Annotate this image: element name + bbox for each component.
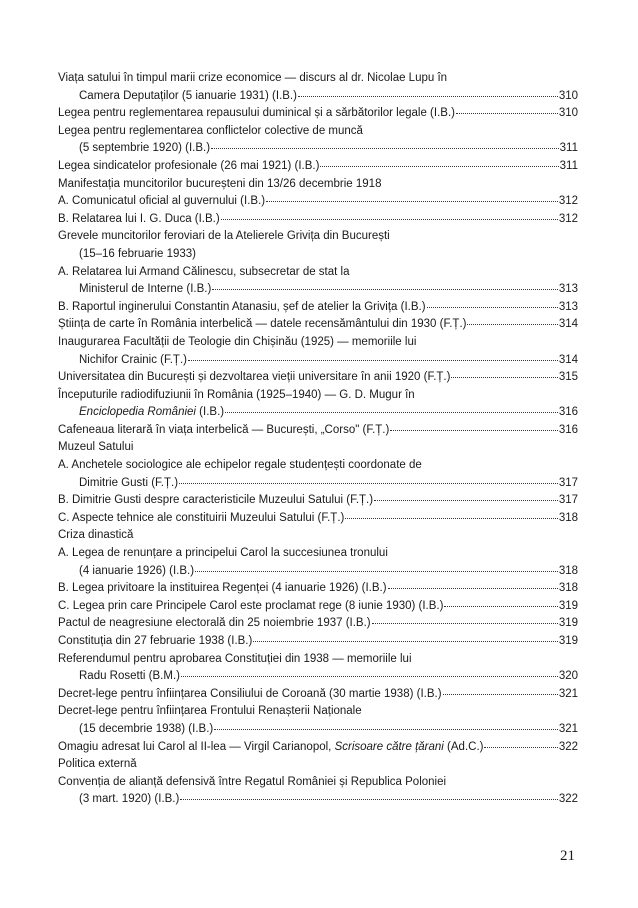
- dot-leader: [212, 288, 558, 290]
- dot-leader: [180, 798, 557, 800]
- toc-entry-text-pre: Omagiu adresat lui Carol al II-lea — Virgil Carianopol,: [58, 740, 335, 753]
- toc-entry-text: Constituția din 27 februarie 1938 (I.B.): [58, 635, 253, 647]
- toc-entry-text: Legea pentru reglementarea conflictelor colective de muncă: [58, 124, 363, 137]
- dot-leader: [221, 218, 558, 220]
- dot-leader: [253, 640, 557, 642]
- dot-leader: [345, 517, 557, 519]
- toc-line: [58, 651, 578, 669]
- toc-page-number: 319: [558, 599, 578, 612]
- toc-entry-text: (4 ianuarie 1926) (I.B.): [79, 564, 195, 577]
- dot-leader: [390, 429, 557, 431]
- toc-page-number: 313: [558, 300, 578, 313]
- toc-entry-text: Decret-lege pentru înființarea Frontului Renașterii Naționale: [58, 705, 362, 718]
- toc-entry-text: Politica externă: [58, 758, 137, 771]
- toc-page-number: 322: [558, 793, 578, 806]
- toc-entry-text: Grevele muncitorilor feroviari de la Atelierele Grivița din București: [58, 230, 390, 243]
- toc-section-heading: [58, 228, 578, 246]
- toc-line: [58, 123, 578, 141]
- toc-entry-text: Radu Rosetti (B.M.): [79, 670, 180, 683]
- dot-leader: [451, 376, 557, 378]
- toc-page-number: 317: [558, 476, 578, 489]
- toc-page-number: 316: [558, 406, 578, 419]
- toc-entry-text: [58, 739, 483, 757]
- toc-entry-text: Legea sindicatelor profesionale (26 mai 1921) (I.B.): [58, 159, 320, 172]
- toc-entry-text: Decret-lege pentru înființarea Consiliului de Coroană (30 martie 1938) (I.B.): [58, 687, 442, 700]
- toc-line: [58, 686, 578, 704]
- toc-line: [58, 615, 578, 633]
- dot-leader: [374, 499, 558, 501]
- toc-line: [58, 369, 578, 387]
- dot-leader: [444, 605, 557, 607]
- toc-line: [58, 140, 578, 158]
- toc-page-number: 319: [558, 635, 578, 647]
- toc-entry-text: Ministerul de Interne (I.B.): [79, 283, 212, 296]
- dot-leader: [320, 165, 558, 167]
- dot-leader: [188, 359, 558, 361]
- toc-entry-text: C. Legea prin care Principele Carol este proclamat rege (8 iunie 1930) (I.B.): [58, 599, 444, 612]
- dot-leader: [298, 95, 558, 97]
- toc-page-number: 310: [558, 107, 578, 120]
- toc-section-heading: [58, 176, 578, 194]
- toc-line: [58, 246, 578, 264]
- toc-entry-text: B. Dimitrie Gusti despre caracteristicile Muzeului Satului (F.Ț.): [58, 494, 374, 507]
- toc-entry-text: Convenția de alianță defensivă între Regatul României și Republica Poloniei: [58, 775, 447, 788]
- toc-line: [58, 387, 578, 405]
- toc-entry-text: (3 mart. 1920) (I.B.): [79, 793, 180, 806]
- toc-line: [58, 352, 578, 370]
- toc-section-heading: [58, 756, 578, 774]
- toc-page-number: 322: [558, 740, 578, 753]
- toc-entry-text: Nichifor Crainic (F.Ț.): [79, 353, 187, 366]
- toc-entry-text: Universitatea din București și dezvoltarea vieții universitare în anii 1920 (F.Ț.): [58, 371, 451, 384]
- dot-leader: [427, 306, 558, 308]
- toc-page-number: 312: [558, 212, 578, 225]
- toc-section-heading: [58, 527, 578, 545]
- toc-entry-italic-title: Enciclopedia României: [79, 406, 196, 419]
- toc-page-number: 314: [558, 318, 578, 331]
- toc-line: [58, 545, 578, 563]
- toc-entry-text-post: (Ad.C.): [443, 740, 484, 753]
- toc-entry-text: [79, 404, 224, 422]
- toc-line: [58, 334, 578, 352]
- toc-line: [58, 299, 578, 317]
- toc-entry-text: Referendumul pentru aprobarea Constituției din 1938 — memoriile lui: [58, 652, 412, 665]
- toc-entry-text: C. Aspecte tehnice ale constituirii Muzeului Satului (F.Ț.): [58, 511, 345, 524]
- dot-leader: [443, 693, 558, 695]
- toc-line: [58, 598, 578, 616]
- toc-page-number: 319: [558, 617, 578, 630]
- toc-page-number: 318: [558, 564, 578, 577]
- table-of-contents: [58, 70, 578, 809]
- toc-line: [58, 703, 578, 721]
- toc-line: [58, 510, 578, 528]
- toc-line: [58, 264, 578, 282]
- toc-entry-text: B. Relatarea lui I. G. Duca (I.B.): [58, 212, 220, 225]
- toc-entry-text: A. Anchetele sociologice ale echipelor regale studențești coordonate de: [58, 459, 422, 472]
- page-number: 21: [560, 848, 575, 864]
- toc-entry-text: Pactul de neagresiune electorală din 25 noiembrie 1937 (I.B.): [58, 617, 371, 630]
- toc-entry-text: A. Relatarea lui Armand Călinescu, subsecretar de stat la: [58, 265, 350, 278]
- toc-entry-text: (15–16 februarie 1933): [79, 247, 196, 260]
- toc-line: [58, 721, 578, 739]
- dot-leader: [372, 622, 558, 624]
- toc-entry-text: Muzeul Satului: [58, 441, 134, 454]
- toc-section-heading: [58, 439, 578, 457]
- toc-line: [58, 281, 578, 299]
- toc-page-number: 321: [558, 687, 578, 700]
- dot-leader: [388, 587, 558, 589]
- dot-leader: [456, 112, 558, 114]
- dot-leader: [179, 482, 558, 484]
- toc-entry-text: A. Comunicatul oficial al guvernului (I.B.): [58, 195, 266, 208]
- toc-line: [58, 774, 578, 792]
- toc-line: [58, 457, 578, 475]
- toc-entry-text: Inaugurarea Facultății de Teologie din Chișinău (1925) — memoriile lui: [58, 335, 417, 348]
- toc-line: [58, 88, 578, 106]
- toc-line: [58, 580, 578, 598]
- dot-leader: [266, 200, 558, 202]
- dot-leader: [214, 728, 558, 730]
- toc-line: [58, 475, 578, 493]
- toc-page-number: 313: [558, 283, 578, 296]
- toc-page-number: 314: [558, 353, 578, 366]
- toc-page-number: 318: [558, 582, 578, 595]
- toc-entry-text: Criza dinastică: [58, 529, 134, 542]
- toc-page-number: 321: [558, 722, 578, 735]
- toc-line: [58, 316, 578, 334]
- toc-entry-text: Legea pentru reglementarea repausului duminical și a sărbătorilor legale (I.B.): [58, 107, 455, 120]
- toc-entry-text: Camera Deputaților (5 ianuarie 1931) (I.B.): [79, 89, 297, 102]
- toc-line: [58, 791, 578, 809]
- toc-entry-text: Cafeneaua literară în viața interbelică — București, „Corso" (F.Ț.): [58, 423, 390, 436]
- toc-entry-text: (15 decembrie 1938) (I.B.): [79, 722, 214, 735]
- toc-line: [58, 739, 578, 757]
- toc-page-number: 315: [558, 371, 578, 384]
- toc-entry-text: Manifestația muncitorilor bucureșteni din 13/26 decembrie 1918: [58, 177, 382, 190]
- toc-entry-text: A. Legea de renunțare a principelui Carol la succesiunea tronului: [58, 547, 388, 560]
- toc-page-number: 311: [559, 159, 578, 172]
- toc-entry-italic-title: Scrisoare către țărani: [334, 740, 444, 753]
- toc-line: [58, 492, 578, 510]
- toc-line: [58, 193, 578, 211]
- dot-leader: [181, 675, 558, 677]
- toc-line: [58, 633, 578, 651]
- toc-page-number: 312: [558, 195, 578, 208]
- toc-entry-text-post: (I.B.): [195, 406, 225, 419]
- dot-leader: [195, 570, 558, 572]
- toc-page-number: 317: [558, 494, 578, 507]
- toc-entry-text: B. Legea privitoare la instituirea Regenței (4 ianuarie 1926) (I.B.): [58, 582, 387, 595]
- toc-entry-text: Începuturile radiodifuziunii în România (1925–1940) — G. D. Mugur în: [58, 388, 415, 401]
- toc-line: [58, 211, 578, 229]
- toc-line: [58, 668, 578, 686]
- toc-entry-text: Știința de carte în România interbelică — datele recensământului din 1930 (F.Ț.): [58, 318, 467, 331]
- toc-page-number: 310: [558, 89, 578, 102]
- dot-leader: [467, 323, 557, 325]
- toc-line: [58, 563, 578, 581]
- dot-leader: [211, 147, 559, 149]
- toc-page-number: 311: [559, 142, 578, 155]
- toc-entry-text: Dimitrie Gusti (F.Ț.): [79, 476, 179, 489]
- dot-leader: [484, 746, 557, 748]
- toc-page-number: 320: [558, 670, 578, 683]
- toc-line: [58, 404, 578, 422]
- toc-line: [58, 158, 578, 176]
- toc-line: [58, 70, 578, 88]
- dot-leader: [225, 411, 558, 413]
- toc-entry-text: B. Raportul inginerului Constantin Atanasiu, șef de atelier la Grivița (I.B.): [58, 300, 426, 313]
- toc-page-number: 316: [558, 423, 578, 436]
- toc-line: [58, 422, 578, 440]
- toc-entry-text: Viața satului în timpul marii crize economice — discurs al dr. Nicolae Lupu în: [58, 72, 448, 84]
- toc-line: [58, 105, 578, 123]
- toc-page-number: 318: [558, 511, 578, 524]
- toc-entry-text: (5 septembrie 1920) (I.B.): [79, 142, 211, 155]
